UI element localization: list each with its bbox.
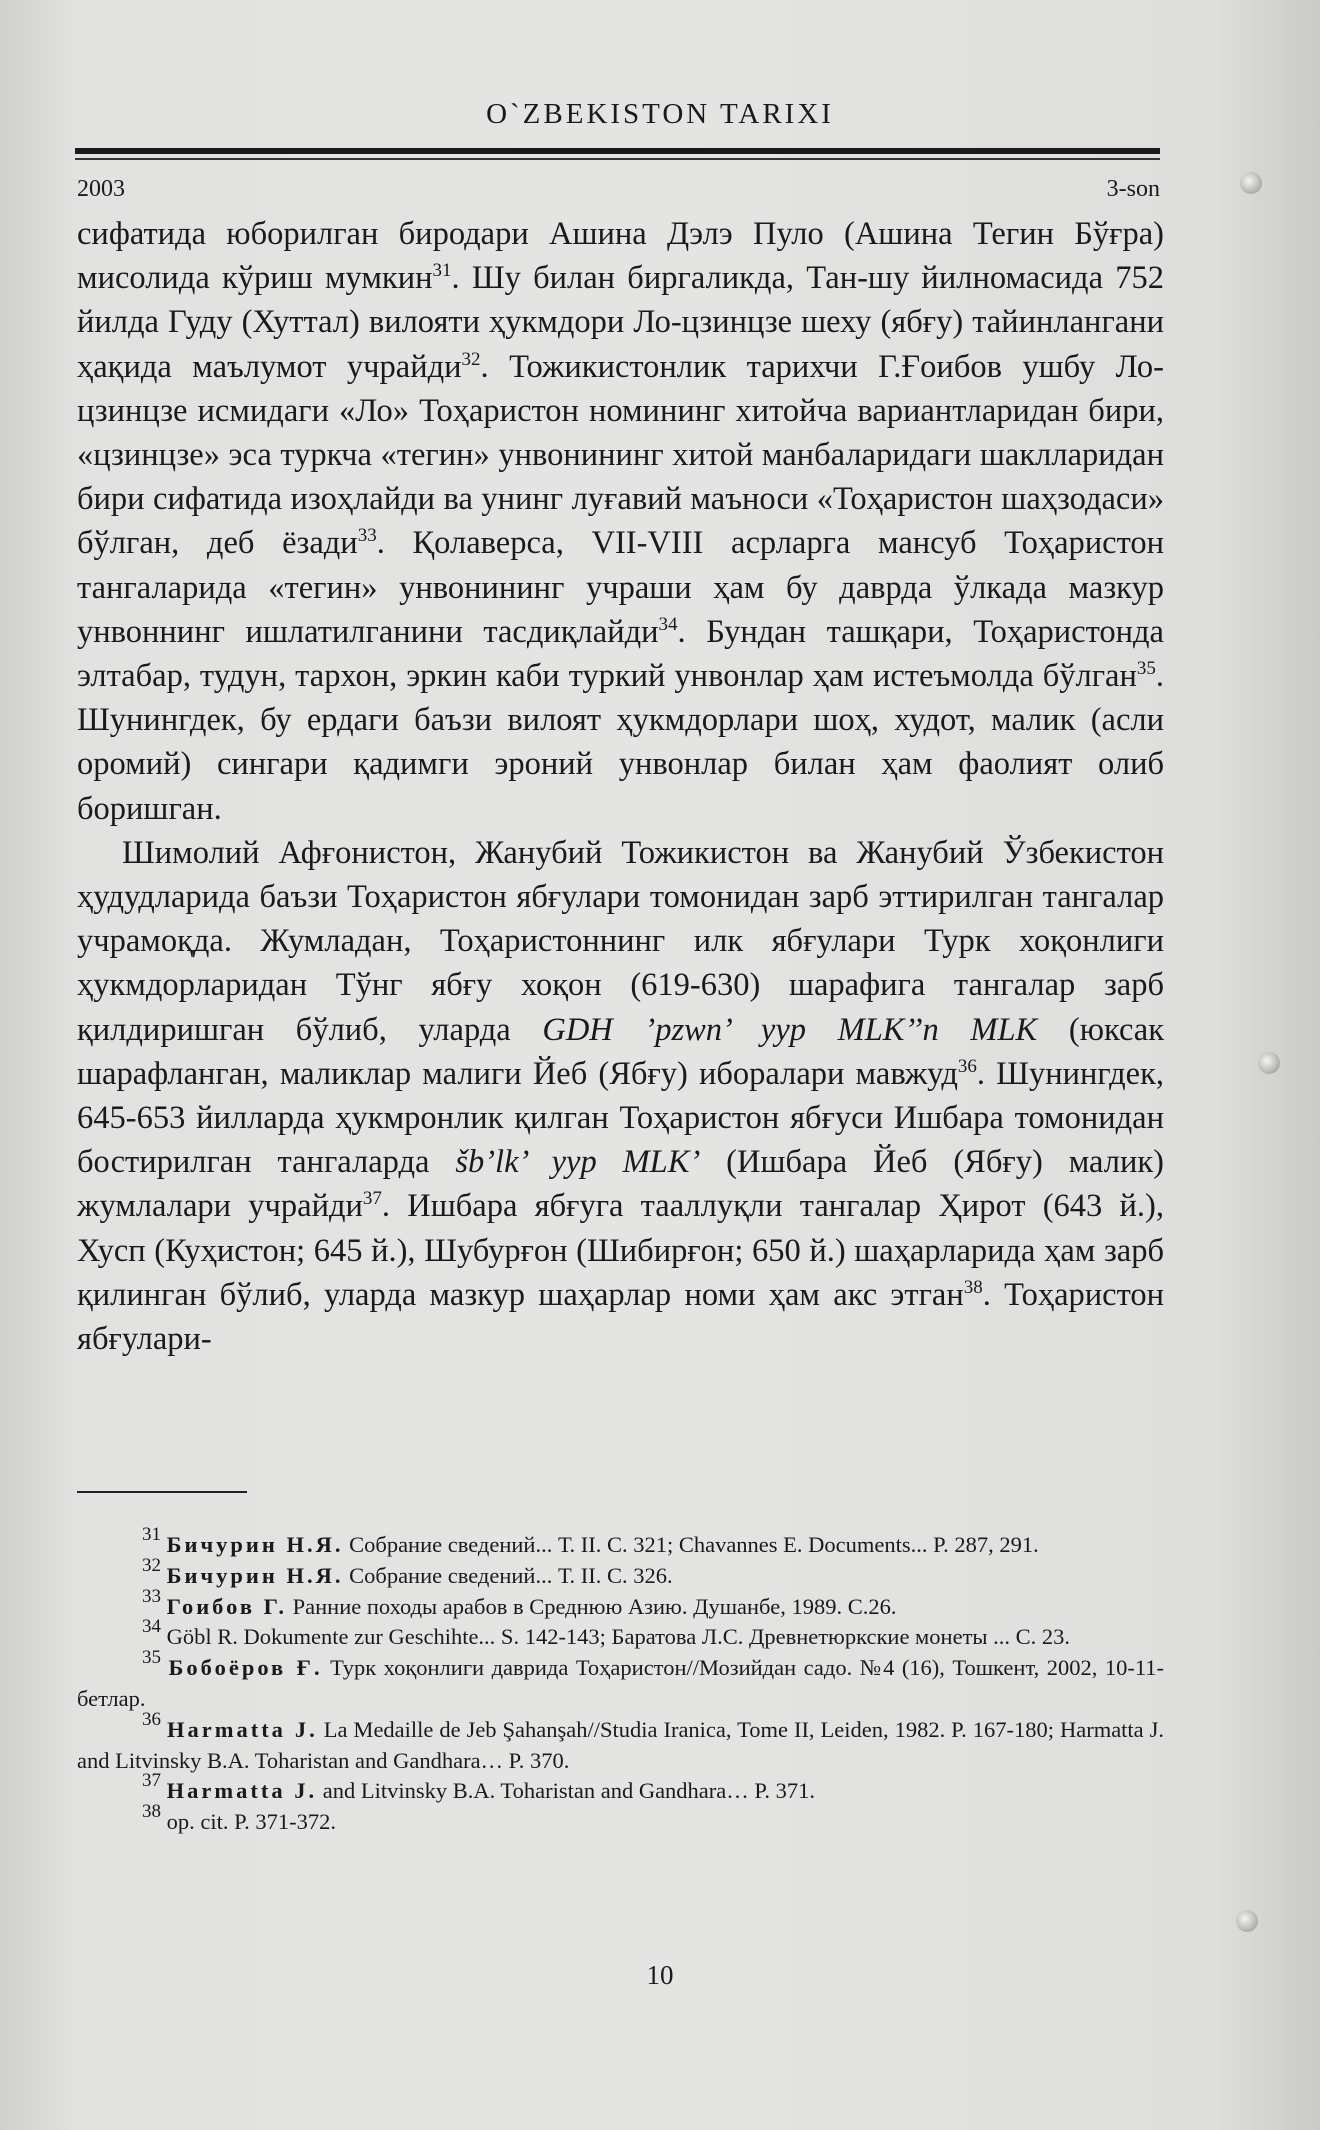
paragraph-2: Шимолий Афғонистон, Жанубий Тожикистон ва Жанубий Ўзбекистон ҳудудларида баъзи Тоҳаристон ябғулари томонидан зарб эттирилган тангалар учрамоқда. Жумладан, Тоҳаристоннинг илк ябғулари Турк хоқонлиги ҳукмдорларидан Тўнг ябғу хоқон (619-630) шарафига тангалар зарб қилдиришган бўлиб, уларда GDH ’pzwn’ yyp MLK’’n MLK (юксак шарафланган, маликлар малиги Йеб (Ябғу) иборалари мавжуд$^{36}$. Шунингдек, 645-653 йилларда ҳукмронлик қилган Тоҳаристон ябғуси Ишбара томонидан бостирилган тангаларда šb’lk’ yyp MLK’ (Ишбара Йеб (Ябғу) малик) жумлалари учрайди$^{37}$. Ишбара ябғуга тааллуқли тангалар Ҳирот (643 й.), Хусп (Куҳистон; 645 й.), Шубурғон (Шибирғон; 650 й.) шаҳарларида ҳам зарб қилинган бўлиб, уларда мазкур шаҳарлар номи ҳам акс этган$^{38}$. Тоҳаристон ябғулари- [77,834,1164,1358]
coin-inscription: GDH ’pzwn’ yyp MLK’’n MLK [542,1011,1038,1048]
header-rule-thin [75,158,1160,160]
coin-inscription: šb’lk’ yyp MLK’ [455,1144,701,1181]
header-rule-thick [75,148,1160,154]
footnote-author: Бобоёров Ғ. [168,1655,323,1681]
footnote-separator [77,1491,247,1493]
footnotes [77,1524,1165,1838]
footnote-ref: 37 [362,1188,382,1210]
footnote-ref: 35 [1136,658,1156,680]
footnote-ref: 36 [957,1055,977,1077]
binding-hole [1240,172,1262,194]
footnote: $^{32}$ Бичурин Н.Я. Собрание сведений... Т. II. С. 326. [142,1554,673,1588]
footnote-author: Бичурин Н.Я. [166,1562,344,1588]
footnote: $^{31}$ Бичурин Н.Я. Собрание сведений... Т. II. С. 321; Chavannes E. Documents... P. 287, 291. [142,1524,1039,1557]
binding-hole [1236,1910,1258,1932]
issue-year: 2003 [77,176,125,202]
footnote-ref: 34 [658,613,678,635]
footnote: $^{34}$ Göbl R. Dokumente zur Geschihte... S. 142-143; Баратова Л.С. Древнетюркские монеты ... С. 23. [142,1616,1071,1650]
binding-hole [1258,1052,1280,1074]
footnote: $^{38}$ op. cit. P. 371-372. [142,1801,337,1835]
footnote-author: Гоибов Г. [166,1593,287,1619]
footnote-ref: 31 [432,260,452,282]
footnote-author: Harmatta J. [166,1716,318,1742]
footnote: $^{33}$ Гоибов Г. Ранние походы арабов в Среднюю Азию. Душанбе, 1989. С.26. [142,1585,897,1619]
footnote-ref: 38 [963,1276,983,1298]
footnote-ref: 32 [461,348,481,370]
footnote-author: Harmatta J. [166,1778,318,1804]
footnote: $^{36}$ Harmatta J. La Medaille de Jeb Şahanşah//Studia Iranica, Tome II, Leiden, 1982. P. 167-180; Harmatta J. and Litvinsky B.A. Toharistan and Gandhara… P. 370. [77,1708,1165,1773]
footnote-ref: 33 [357,525,377,547]
footnote-author: Бичурин Н.Я. [166,1532,344,1557]
issue-number: 3-son [1106,176,1160,202]
footnote: $^{35}$ Бобоёров Ғ. Турк хоқонлиги даврида Тоҳаристон//Мозийдан садо. №4 (16), Тошкент, 2002, 10-11-бетлар. [77,1647,1164,1711]
running-head: O`ZBEKISTON TARIXI [486,98,834,130]
paragraph-1: сифатида юборилган биродари Ашина Дэлэ Пуло (Ашина Тегин Бўғра) мисолида кўриш мумкин$^{31}$. Шу билан биргаликда, Тан-шу йилномасида 752 йилда Гуду (Хуттал) вилояти ҳукмдори Ло-цзинцзе шеху (ябғу) тайинлангани ҳақида маълумот учрайди$^{32}$. Тожикистонлик тарихчи Г.Ғоибов ушбу Ло-цзинцзе исмидаги «Ло» Тоҳаристон номининг хитойча вариантларидан бири, «цзинцзе» эса туркча «тегин» унвонининг хитой манбаларидаги шаклларидан бири сифатида изоҳлайди ва унинг луғавий маъноси «Тоҳаристон шаҳзодаси» бўлган, деб ёзади$^{33}$. Қолаверса, VII-VIII асрларга мансуб Тоҳаристон тангаларида «тегин» унвонининг учраши ҳам бу даврда ўлкада мазкур унвоннинг ишлатилганини тасдиқлайди$^{34}$. Бундан ташқари, Тоҳаристонда элтабар, тудун, тархон, эркин каби туркий унвонлар ҳам истеъмолда бўлган$^{35}$. Шунингдек, бу ердаги баъзи вилоят ҳукмдорлари шоҳ, худот, малик (асли оромий) сингари қадимги эроний унвонлар билан ҳам фаолият олиб боришган. [77,216,1164,827]
body-text [77,212,1164,1361]
footnote: $^{37}$ Harmatta J. and Litvinsky B.A. Toharistan and Gandhara… P. 371. [142,1770,816,1804]
page-number: 10 [646,1960,674,1990]
